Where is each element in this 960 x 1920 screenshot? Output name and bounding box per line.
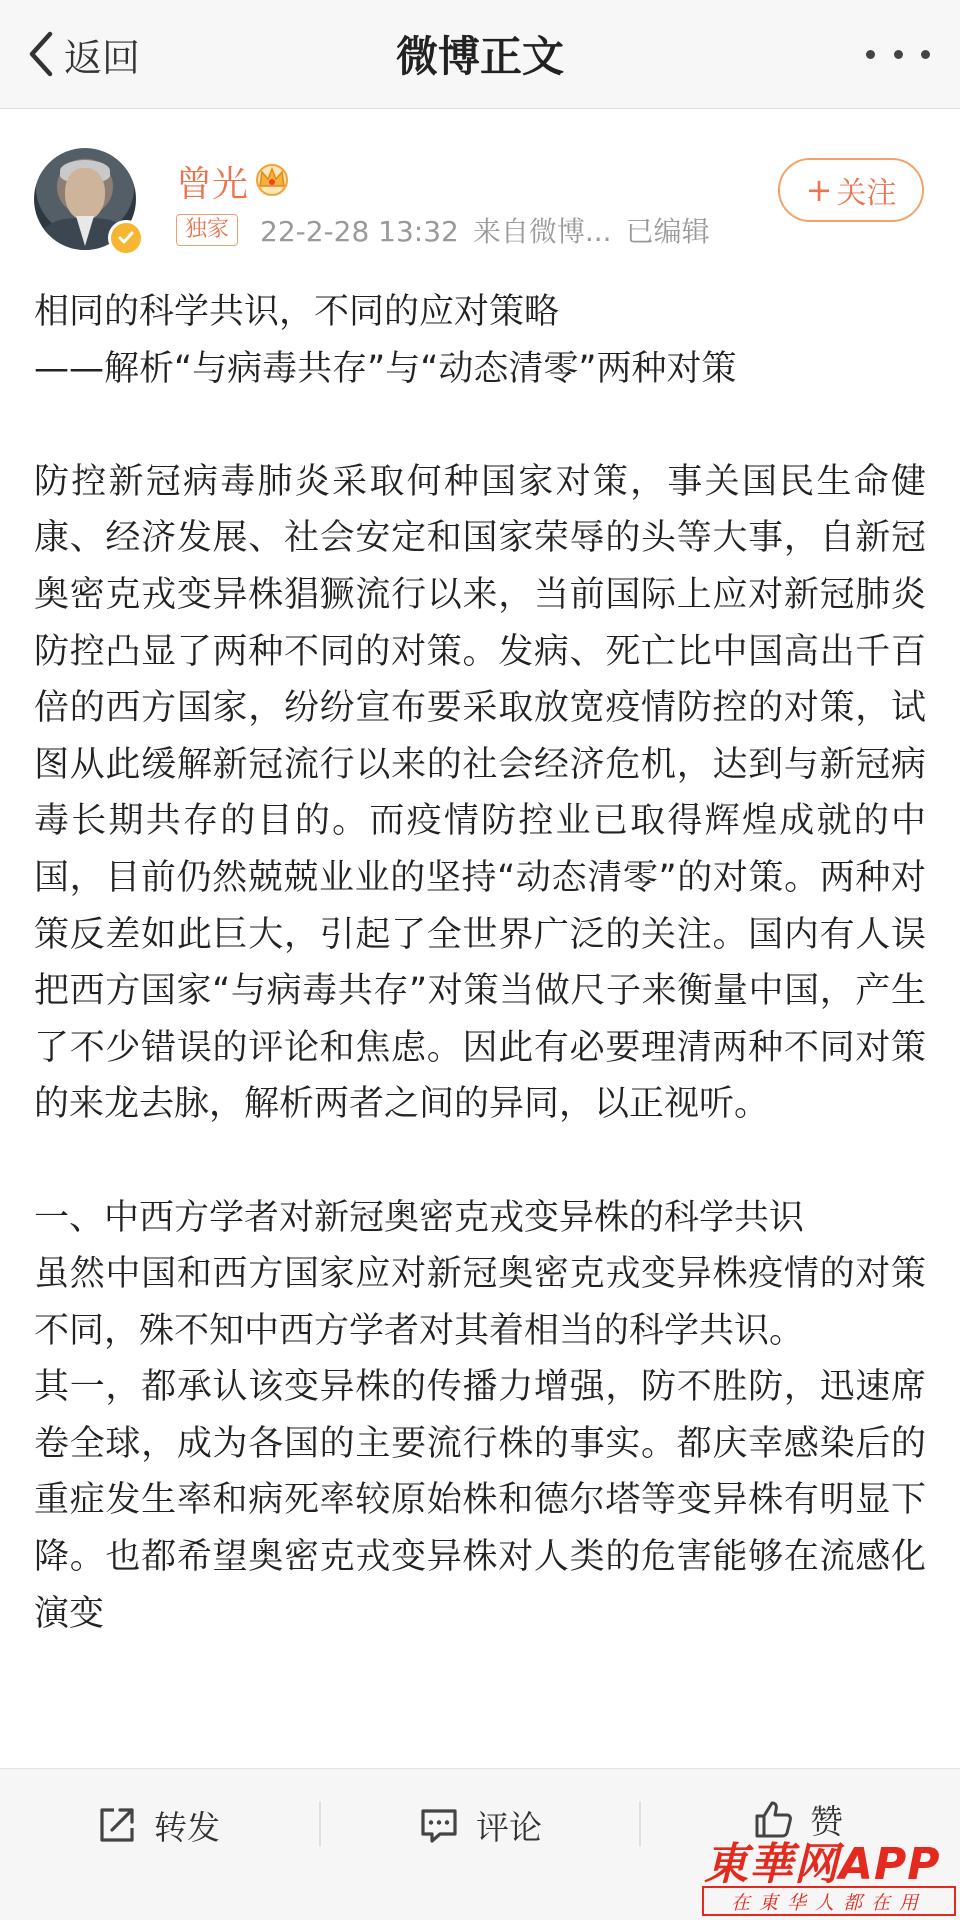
comment-icon	[418, 1804, 460, 1846]
author-header	[0, 108, 960, 258]
article-paragraph: 其一，都承认该变异株的传播力增强，防不胜防，迅速席卷全球，成为各国的主要流行株的事实。都庆幸感染后的重症发生率和病死率较原始株和德尔塔等变异株有明显下降。也都希望奥密克戎变异株对人类的危害能够在流感化演变	[34, 1367, 926, 1634]
comment-label: 评论	[476, 1807, 542, 1847]
back-label: 返回	[64, 35, 141, 80]
like-label: 赞	[810, 1801, 843, 1841]
ellipsis-icon	[866, 50, 875, 59]
watermark-brand: 東華网APP	[704, 1839, 941, 1890]
article-title-line2: ——解析“与病毒共存”与“动态清零”两种对策	[34, 348, 737, 389]
edited-label[interactable]: 已编辑	[625, 215, 710, 248]
more-options-button[interactable]	[866, 40, 930, 68]
share-icon	[96, 1804, 138, 1846]
plus-icon: +	[805, 171, 833, 209]
top-navbar	[0, 0, 960, 109]
ellipsis-icon	[894, 50, 903, 59]
ellipsis-icon	[921, 50, 930, 59]
crown-icon[interactable]	[252, 160, 292, 196]
post-timestamp: 22-2-28 13:32	[260, 215, 459, 248]
page-title: 微博正文	[395, 32, 564, 81]
article-paragraph: 防控新冠病毒肺炎采取何种国家对策，事关国民生命健康、经济发展、社会安定和国家荣辱的头等大事，自新冠奥密克戎变异株猖獗流行以来，当前国际上应对新冠肺炎防控凸显了两种不同的对策。发病、死亡比中国高出千百倍的西方国家，纷纷宣布要采取放宽疫情防控的对策，试图从此缓解新冠流行以来的社会经济危机，达到与新冠病毒长期共存的目的。而疫情防控业已取得辉煌成就的中国，目前仍然兢兢业业的坚持“动态清零”的对策。两种对策反差如此巨大，引起了全世界广泛的关注。国内有人误把西方国家“与病毒共存”对策当做尺子来衡量中国，产生了不少错误的评论和焦虑。因此有必要理清两种不同对策的来龙去脉，解析两者之间的异同，以正视听。	[34, 461, 926, 1125]
divider	[319, 1801, 321, 1847]
exclusive-tag: 独家	[176, 214, 238, 246]
comment-button[interactable]	[418, 1797, 542, 1853]
repost-button[interactable]	[96, 1797, 220, 1853]
back-button[interactable]	[26, 26, 140, 82]
section-heading: 一、中西方学者对新冠奥密克戎变异株的科学共识	[34, 1197, 805, 1238]
divider	[639, 1801, 641, 1847]
follow-label: 关注	[836, 176, 897, 211]
chevron-left-icon	[26, 30, 56, 78]
verified-badge-icon	[108, 220, 144, 256]
brand-watermark	[702, 1828, 960, 1920]
article-paragraph: 虽然中国和西方国家应对新冠奥密克戎变异株疫情的对策不同，殊不知中西方学者对其着相当的科学共识。	[34, 1254, 926, 1351]
author-name[interactable]: 曾光	[176, 164, 249, 205]
watermark-slogan: 在東华人都在用	[702, 1886, 956, 1916]
repost-label: 转发	[154, 1807, 220, 1847]
post-body	[34, 284, 926, 1764]
follow-button[interactable]	[778, 158, 924, 222]
post-source[interactable]: 来自微博...	[472, 215, 612, 248]
article-title-line1: 相同的科学共识，不同的应对策略	[34, 292, 560, 332]
post-meta	[260, 210, 724, 250]
